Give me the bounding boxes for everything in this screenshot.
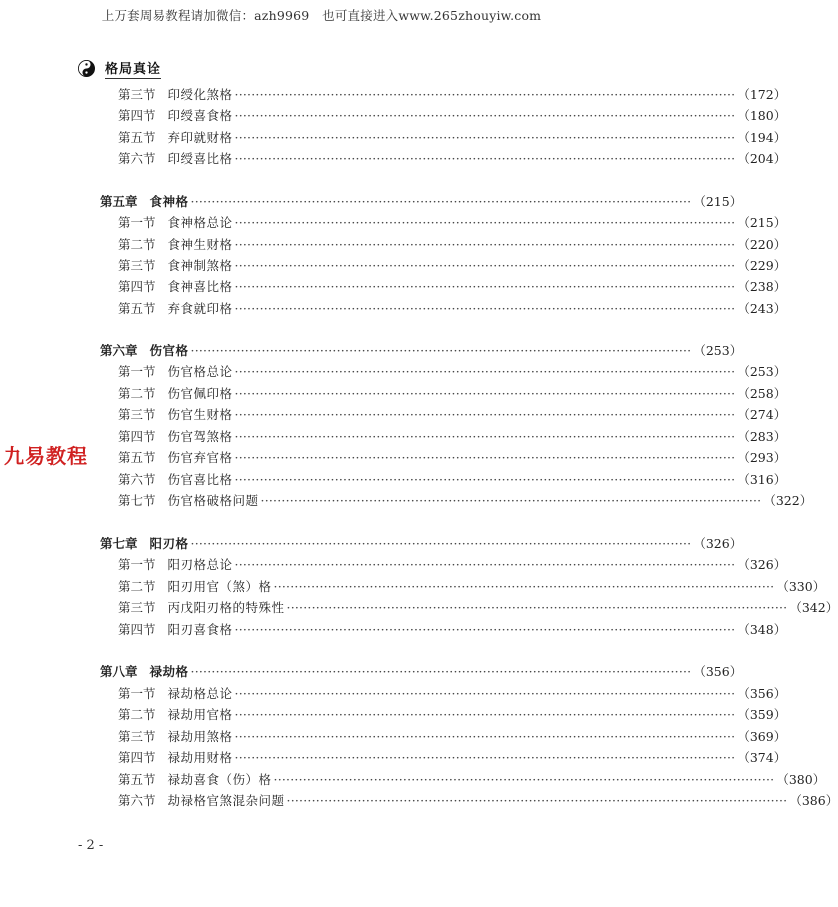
watermark-text: 九易教程 — [4, 444, 88, 468]
toc-entry-title: 阳刃喜食格 — [167, 622, 233, 637]
toc-entry-title: 禄劫用煞格 — [167, 729, 233, 744]
toc-section-entry — [118, 363, 787, 381]
dot-leader: ························································································································ — [234, 151, 736, 166]
dot-leader: ························································································································ — [234, 407, 736, 422]
toc-entry-title: 印绶化煞格 — [167, 87, 233, 102]
dot-leader: ························································································································ — [190, 343, 692, 358]
toc-entry-title: 伤官佩印格 — [167, 386, 233, 401]
toc-entry-number: 第五章 — [100, 194, 138, 209]
dot-leader: ························································································································ — [234, 729, 736, 744]
toc-entry-title: 弃食就印格 — [167, 301, 233, 316]
toc-section-entry — [118, 257, 787, 275]
dot-leader: ························································································································ — [234, 557, 736, 572]
dot-leader: ························································································································ — [234, 301, 736, 316]
toc-section-entry — [118, 86, 787, 104]
toc-section-entry — [118, 406, 787, 424]
top-banner-text: 上万套周易教程请加微信：azh9969 也可直接进入www.265zhouyiw.com — [101, 8, 542, 23]
toc-section-entry — [118, 471, 787, 489]
toc-entry-title: 印绶喜食格 — [167, 108, 233, 123]
toc-entry-number: 第一节 — [118, 686, 156, 701]
toc-section-entry — [118, 300, 787, 318]
dot-leader: ························································································································ — [234, 686, 736, 701]
toc-entry-page: （283） — [737, 429, 787, 444]
toc-entry-title: 伤官格总论 — [167, 364, 233, 379]
toc-section-entry — [118, 706, 787, 724]
toc-entry-number: 第五节 — [118, 130, 156, 145]
toc-entry-page: （380） — [776, 772, 826, 787]
toc-entry-title: 伤官弃官格 — [167, 450, 233, 465]
toc-entry-page: （356） — [737, 686, 787, 701]
toc-entry-number: 第三节 — [118, 87, 156, 102]
toc-entry-number: 第二节 — [118, 386, 156, 401]
toc-entry-page: （326） — [737, 557, 787, 572]
dot-leader: ························································································································ — [260, 493, 762, 508]
toc-entry-page: （274） — [737, 407, 787, 422]
toc-entry-page: （204） — [737, 151, 787, 166]
toc-entry-number: 第六章 — [100, 343, 138, 358]
dot-leader: ························································································································ — [234, 707, 736, 722]
toc-section-entry — [118, 107, 787, 125]
toc-entry-title: 印绶喜比格 — [167, 151, 233, 166]
toc-section-entry — [118, 556, 787, 574]
toc-entry-number: 第四节 — [118, 750, 156, 765]
dot-leader: ························································································································ — [234, 108, 736, 123]
toc-entry-title: 伤官驾煞格 — [167, 429, 233, 444]
toc-entry-title: 食神格 — [149, 194, 189, 209]
toc-chapter-entry — [100, 535, 743, 553]
dot-leader: ························································································································ — [234, 429, 736, 444]
toc-entry-title: 食神喜比格 — [167, 279, 233, 294]
toc-section-entry — [118, 492, 813, 510]
toc-entry-number: 第五节 — [118, 450, 156, 465]
dot-leader: ························································································································ — [234, 130, 736, 145]
toc-entry-page: （342） — [789, 600, 838, 615]
toc-section-entry — [118, 728, 787, 746]
toc-entry-page: （330） — [776, 579, 826, 594]
toc-section-entry — [118, 129, 787, 147]
toc-entry-number: 第二节 — [118, 237, 156, 252]
toc-entry-title: 食神生财格 — [167, 237, 233, 252]
toc-entry-title: 禄劫格 — [149, 664, 189, 679]
toc-section-entry — [118, 385, 787, 403]
toc-entry-title: 阳刃格 — [149, 536, 189, 551]
toc-entry-title: 劫禄格官煞混杂问题 — [167, 793, 285, 808]
toc-entry-number: 第二节 — [118, 579, 156, 594]
toc-entry-page: （220） — [737, 237, 787, 252]
dot-leader: ························································································································ — [234, 450, 736, 465]
toc-entry-title: 禄劫格总论 — [167, 686, 233, 701]
toc-entry-number: 第七节 — [118, 493, 156, 508]
toc-entry-page: （215） — [737, 215, 787, 230]
toc-entry-number: 第四节 — [118, 622, 156, 637]
dot-leader: ························································································································ — [234, 386, 736, 401]
toc-entry-page: （386） — [789, 793, 838, 808]
dot-leader: ························································································································ — [234, 472, 736, 487]
toc-section-entry — [118, 428, 787, 446]
toc-entry-title: 禄劫用财格 — [167, 750, 233, 765]
toc-section-entry — [118, 685, 787, 703]
toc-entry-title: 阳刃用官（煞）格 — [167, 579, 272, 594]
dot-leader: ························································································································ — [273, 579, 775, 594]
toc-entry-page: （326） — [693, 536, 743, 551]
toc-chapter-entry — [100, 193, 743, 211]
toc-entry-title: 阳刃格总论 — [167, 557, 233, 572]
toc-entry-page: （356） — [693, 664, 743, 679]
toc-entry-number: 第三节 — [118, 407, 156, 422]
toc-entry-page: （229） — [737, 258, 787, 273]
toc-entry-page: （215） — [693, 194, 743, 209]
toc-entry-number: 第七章 — [100, 536, 138, 551]
toc-entry-number: 第一节 — [118, 215, 156, 230]
toc-entry-page: （253） — [693, 343, 743, 358]
toc-entry-number: 第六节 — [118, 472, 156, 487]
dot-leader: ························································································································ — [190, 664, 692, 679]
toc-section-entry — [118, 278, 787, 296]
dot-leader: ························································································································ — [234, 622, 736, 637]
toc-entry-title: 伤官生财格 — [167, 407, 233, 422]
dot-leader: ························································································································ — [286, 600, 788, 615]
toc-section-entry — [118, 449, 787, 467]
toc-entry-number: 第五节 — [118, 301, 156, 316]
dot-leader: ························································································································ — [286, 793, 788, 808]
dot-leader: ························································································································ — [273, 772, 775, 787]
toc-chapter-entry — [100, 663, 743, 681]
toc-section-entry — [118, 771, 826, 789]
toc-entry-title: 禄劫用官格 — [167, 707, 233, 722]
toc-entry-number: 第六节 — [118, 793, 156, 808]
toc-section-entry — [118, 214, 787, 232]
toc-entry-number: 第二节 — [118, 707, 156, 722]
toc-entry-number: 第三节 — [118, 258, 156, 273]
dot-leader: ························································································································ — [190, 194, 692, 209]
toc-entry-page: （369） — [737, 729, 787, 744]
toc-entry-page: （374） — [737, 750, 787, 765]
toc-entry-page: （194） — [737, 130, 787, 145]
toc-entry-number: 第四节 — [118, 429, 156, 444]
toc-section-entry — [118, 599, 838, 617]
toc-section-entry — [118, 150, 787, 168]
toc-entry-title: 禄劫喜食（伤）格 — [167, 772, 272, 787]
toc-entry-page: （359） — [737, 707, 787, 722]
toc-section-entry — [118, 792, 838, 810]
dot-leader: ························································································································ — [234, 237, 736, 252]
dot-leader: ························································································································ — [234, 215, 736, 230]
toc-section-entry — [118, 236, 787, 254]
header-title: 格局真诠 — [105, 58, 161, 79]
toc-entry-page: （172） — [737, 87, 787, 102]
dot-leader: ························································································································ — [190, 536, 692, 551]
toc-entry-page: （322） — [763, 493, 813, 508]
page-number: - 2 - — [78, 838, 104, 853]
toc-entry-number: 第六节 — [118, 151, 156, 166]
toc-section-entry — [118, 621, 787, 639]
toc-entry-page: （238） — [737, 279, 787, 294]
toc-entry-title: 伤官格 — [149, 343, 189, 358]
toc-entry-number: 第八章 — [100, 664, 138, 679]
dot-leader: ························································································································ — [234, 87, 736, 102]
toc-entry-page: （253） — [737, 364, 787, 379]
toc-entry-number: 第一节 — [118, 364, 156, 379]
toc-chapter-entry — [100, 342, 743, 360]
toc-section-entry — [118, 749, 787, 767]
toc-entry-page: （293） — [737, 450, 787, 465]
toc-entry-title: 伤官格破格问题 — [167, 493, 259, 508]
toc-entry-number: 第四节 — [118, 108, 156, 123]
toc-entry-page: （258） — [737, 386, 787, 401]
toc-entry-page: （243） — [737, 301, 787, 316]
toc-entry-title: 食神格总论 — [167, 215, 233, 230]
toc-entry-number: 第三节 — [118, 729, 156, 744]
toc-entry-page: （316） — [737, 472, 787, 487]
toc-entry-title: 食神制煞格 — [167, 258, 233, 273]
toc-entry-title: 弃印就财格 — [167, 130, 233, 145]
toc-entry-number: 第一节 — [118, 557, 156, 572]
toc-entry-title: 伤官喜比格 — [167, 472, 233, 487]
toc-entry-page: （348） — [737, 622, 787, 637]
dot-leader: ························································································································ — [234, 279, 736, 294]
dot-leader: ························································································································ — [234, 750, 736, 765]
dot-leader: ························································································································ — [234, 364, 736, 379]
toc-entry-title: 丙戊阳刃格的特殊性 — [167, 600, 285, 615]
toc-entry-page: （180） — [737, 108, 787, 123]
toc-section-entry — [118, 578, 826, 596]
dot-leader: ························································································································ — [234, 258, 736, 273]
toc-entry-number: 第三节 — [118, 600, 156, 615]
toc-entry-number: 第五节 — [118, 772, 156, 787]
toc-entry-number: 第四节 — [118, 279, 156, 294]
